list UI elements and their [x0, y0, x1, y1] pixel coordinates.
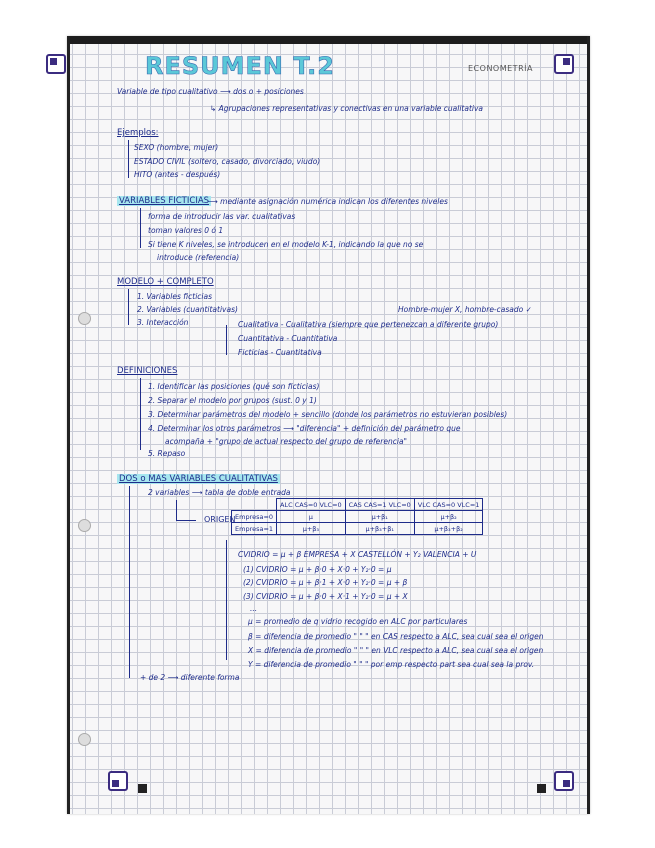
tree-line [176, 520, 196, 521]
param-def: Y = diferencia de promedio " " " por emp respecto part sea cual sea la prov. [248, 660, 535, 669]
corner-mark-icon [108, 771, 128, 791]
equation: CVIDRIO = μ + β EMPRESA + X CASTELLÓN + Y₂ VALENCIA + U [238, 550, 477, 559]
origen-label: ORIGEN [204, 515, 236, 524]
tree-line [128, 289, 129, 325]
modelo-item: 3. Interacción [137, 318, 189, 327]
top-band [67, 36, 590, 44]
tree-line [140, 378, 141, 450]
ficticias-item: Si tiene K niveles, se introducen en el modelo K-1, indicando la que no se [148, 240, 424, 249]
ficticias-heading: VARIABLES FICTICIAS [119, 196, 210, 206]
dosc-last-line: + de 2 ⟶ diferente forma [140, 673, 240, 682]
modelo-heading: MODELO + COMPLETO [117, 277, 214, 287]
interaction-item: Cualitativa - Cualitativa (siempre que pertenezcan a diferente grupo) [238, 320, 499, 329]
corner-mark-icon [554, 771, 574, 791]
ficticias-item: forma de introducir las var. cualitativas [148, 212, 296, 221]
equation: ... [250, 604, 258, 613]
equation: (1) CVIDRIO = μ + β·0 + X·0 + Y₂·0 = μ [243, 565, 392, 574]
definicion-item: 5. Repaso [148, 449, 186, 458]
interaction-item: Ficticias - Cuantitativa [238, 348, 322, 357]
table-row [232, 511, 483, 523]
example-item: ESTADO CIVIL (soltero, casado, divorciado, viudo) [134, 157, 321, 166]
modelo-item: 1. Variables ficticias [137, 292, 213, 301]
interaction-item: Cuantitativa - Cuantitativa [238, 334, 338, 343]
param-def: X = diferencia de promedio " " " en VLC respecto a ALC, sea cual sea el origen [248, 646, 544, 655]
tree-line [129, 486, 130, 678]
tree-line [128, 140, 129, 178]
punch-hole-icon [78, 312, 91, 325]
param-def: β = diferencia de promedio " " " en CAS respecto a ALC, sea cual sea el origen [248, 632, 544, 641]
table-cell: μ+β₁ [345, 511, 414, 523]
modelo-item: 2. Variables (cuantitativas) [137, 305, 238, 314]
corner-mark-icon [46, 54, 66, 74]
ficticias-desc: ⟶ mediante asignación numérica indican los diferentes niveles [207, 197, 448, 206]
examples-heading: Ejemplos: [117, 128, 159, 138]
double-entry-table [231, 498, 483, 535]
equation: (2) CVIDRIO = μ + β·1 + X·0 + Y₂·0 = μ + β [243, 578, 408, 587]
left-edge [67, 36, 70, 814]
tree-line [140, 208, 141, 248]
punch-hole-icon [78, 733, 91, 746]
table-col-head: VLC CAS=0 VLC=1 [414, 499, 483, 511]
table-row [232, 523, 483, 535]
example-item: HITO (antes - después) [134, 170, 221, 179]
tree-line [226, 325, 227, 355]
punch-hole-icon [78, 519, 91, 532]
example-item: SEXO (hombre, mujer) [134, 143, 219, 152]
table-col-head: CAS CAS=1 VLC=0 [345, 499, 414, 511]
definicion-item: 1. Identificar las posiciones (qué son ficticias) [148, 382, 320, 391]
param-def: μ = promedio de q vidrio recogido en ALC por particulares [248, 617, 468, 626]
tree-line [226, 540, 227, 660]
dosc-line: 2 variables ⟶ tabla de doble entrada [148, 488, 291, 497]
table-row-label: Empresa=1 [232, 523, 277, 535]
table-corner [232, 499, 277, 511]
table-cell: μ [277, 511, 346, 523]
table-cell: μ+β₂ [414, 511, 483, 523]
corner-mark-icon [554, 54, 574, 74]
table-cell: μ+β₃ [277, 523, 346, 535]
definicion-item: acompaña + "grupo de actual respecto del grupo de referencia" [165, 437, 407, 446]
intro-line: ↳ Agrupaciones representativas y conectivas en una variable cualitativa [210, 104, 484, 113]
definiciones-heading: DEFINICIONES [117, 366, 178, 376]
intro-line: Variable de tipo cualitativo ⟶ dos o + posiciones [117, 87, 304, 96]
definicion-item: 4. Determinar los otros parámetros ⟶ "diferencia" + definición del parámetro que [148, 424, 461, 433]
table-cell: μ+β₃+β₂ [414, 523, 483, 535]
ficticias-item: introduce (referencia) [157, 253, 240, 262]
table-cell: μ+β₃+β₁ [345, 523, 414, 535]
dosc-heading: DOS o MAS VARIABLES CUALITATIVAS [119, 474, 278, 484]
table-col-head: ALC CAS=0 VLC=0 [277, 499, 346, 511]
tree-line [176, 500, 177, 520]
modelo-annotation: Hombre-mujer X, hombre-casado ✓ [398, 305, 532, 314]
right-edge [587, 36, 590, 814]
definicion-item: 3. Determinar parámetros del modelo + sencillo (donde los parámetros no estuvieran posibles) [148, 410, 508, 419]
square-mark-icon [138, 784, 147, 793]
subject-label: ECONOMETRÍA [468, 64, 533, 73]
definicion-item: 2. Separar el modelo por grupos (sust. 0 y 1) [148, 396, 317, 405]
ficticias-item: toman valores 0 ó 1 [148, 226, 224, 235]
table-row-label: Empresa=0 [232, 511, 277, 523]
square-mark-icon [537, 784, 546, 793]
page-title: RESUMEN T.2 [145, 52, 335, 80]
equation: (3) CVIDRIO = μ + β·0 + X·1 + Y₂·0 = μ + X [243, 592, 408, 601]
